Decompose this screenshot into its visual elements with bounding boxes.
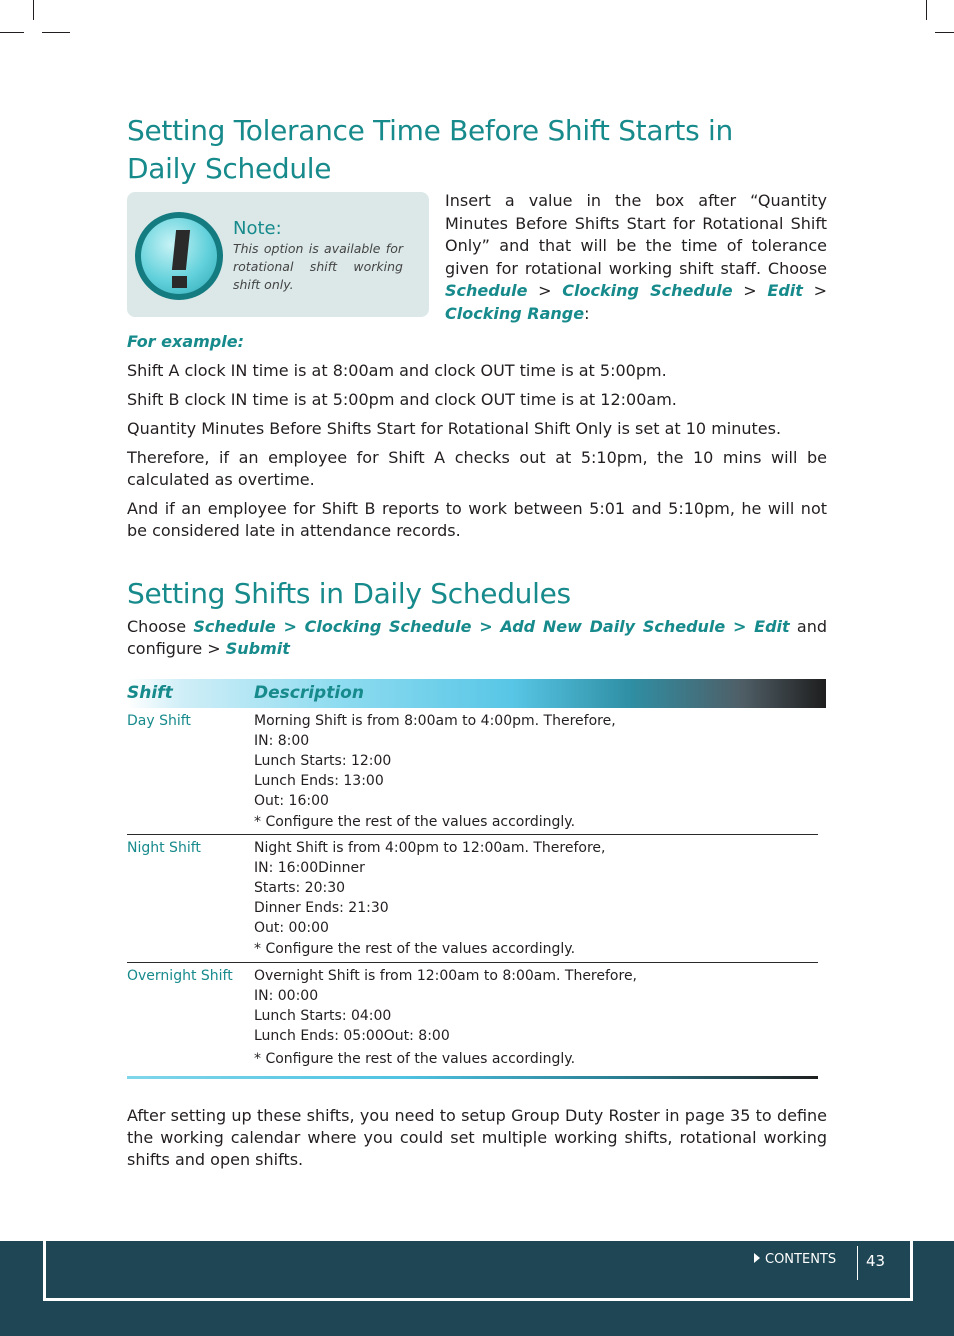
- example-heading: For example:: [127, 332, 244, 351]
- desc-line: Lunch Starts: 12:00: [254, 753, 392, 769]
- intro-paragraph: [445, 190, 827, 325]
- row-divider: [127, 834, 818, 835]
- path-separator: >: [527, 281, 563, 300]
- example-line: Shift A clock IN time is at 8:00am and clock OUT time is at 5:00pm.: [127, 361, 667, 380]
- desc-line: * Configure the rest of the values accordingly.: [254, 1051, 576, 1067]
- exclamation-icon: [135, 212, 223, 300]
- path-separator: >: [732, 281, 768, 300]
- note-text: This option is available for rotational shift working shift only.: [233, 241, 403, 292]
- menu-path-edit: Edit: [767, 281, 803, 300]
- crop-mark: [0, 32, 24, 33]
- contents-label: CONTENTS: [765, 1252, 837, 1267]
- choose-label: Choose: [127, 617, 194, 636]
- desc-line: IN: 8:00: [254, 733, 310, 749]
- title-line: Daily Schedule: [127, 152, 332, 185]
- desc-line: * Configure the rest of the values accordingly.: [254, 814, 576, 830]
- shift-name: Night Shift: [127, 840, 201, 856]
- crop-mark: [926, 0, 927, 20]
- note-title: Note:: [233, 218, 282, 239]
- desc-line: Out: 00:00: [254, 920, 329, 936]
- intro-end: :: [584, 303, 590, 323]
- row-divider: [127, 962, 818, 963]
- crop-mark: [935, 32, 954, 33]
- example-line: And if an employee for Shift B reports to work between 5:01 and 5:10pm, he will not be considered late in attendance records.: [127, 499, 827, 540]
- table-header: [127, 679, 826, 708]
- desc-line: Morning Shift is from 8:00am to 4:00pm. Therefore,: [254, 713, 616, 729]
- desc-line: Starts: 20:30: [254, 880, 346, 896]
- section-title-shifts: Setting Shifts in Daily Schedules: [127, 577, 571, 610]
- crop-mark: [33, 0, 34, 20]
- menu-path-clocking-range: Clocking Range: [445, 303, 585, 323]
- choose-instruction: [127, 616, 827, 660]
- closing-paragraph: After setting up these shifts, you need to setup Group Duty Roster in page 35 to define the working calendar where you could set multiple working shifts, rotational working shifts and open shifts.: [127, 1106, 827, 1169]
- header-description: Description: [254, 683, 364, 703]
- desc-line: IN: 00:00: [254, 988, 319, 1004]
- desc-line: Lunch Ends: 05:00Out: 8:00: [254, 1028, 450, 1044]
- shift-name: Overnight Shift: [127, 968, 233, 984]
- desc-line: * Configure the rest of the values accordingly.: [254, 941, 576, 957]
- configure-text: and configure >: [127, 617, 828, 658]
- menu-path: Schedule > Clocking Schedule > Add New Daily Schedule > Edit: [193, 617, 790, 636]
- section-title-tolerance: [127, 112, 733, 188]
- path-separator: >: [802, 281, 828, 300]
- desc-line: Lunch Ends: 13:00: [254, 773, 384, 789]
- contents-link[interactable]: [754, 1252, 836, 1267]
- example-line: Shift B clock IN time is at 5:00pm and clock OUT time is at 12:00am.: [127, 390, 677, 409]
- table-bottom-rule: [127, 1076, 818, 1079]
- caret-right-icon: [754, 1253, 760, 1263]
- title-line: Setting Tolerance Time Before Shift Starts in: [127, 114, 733, 147]
- page-number: 43: [866, 1252, 886, 1270]
- footer-frame: [43, 1241, 913, 1301]
- desc-line: IN: 16:00Dinner: [254, 860, 365, 876]
- crop-mark: [42, 32, 70, 33]
- shift-description: [254, 966, 637, 1069]
- example-line: Quantity Minutes Before Shifts Start for Rotational Shift Only is set at 10 minutes.: [127, 419, 782, 438]
- intro-text: Insert a value in the box after “Quantity Minutes Before Shifts Start for Rotational Shift Only” and that will be the time of tolerance given for rotational working shift staff. Choose: [445, 191, 827, 278]
- example-line: Therefore, if an employee for Shift A checks out at 5:10pm, the 10 mins will be calculated as overtime.: [127, 448, 827, 489]
- desc-line: Lunch Starts: 04:00: [254, 1008, 392, 1024]
- desc-line: Night Shift is from 4:00pm to 12:00am. Therefore,: [254, 840, 606, 856]
- menu-path-submit: Submit: [225, 639, 290, 658]
- header-shift: Shift: [127, 683, 173, 703]
- menu-path-clocking-schedule: Clocking Schedule: [562, 281, 733, 300]
- shift-description: [254, 838, 605, 959]
- desc-line: Out: 16:00: [254, 793, 329, 809]
- note-box: [127, 192, 429, 317]
- footer-separator: [857, 1246, 858, 1280]
- shift-name: Day Shift: [127, 713, 191, 729]
- desc-line: Overnight Shift is from 12:00am to 8:00am. Therefore,: [254, 968, 638, 984]
- desc-line: Dinner Ends: 21:30: [254, 900, 389, 916]
- shift-description: [254, 711, 616, 832]
- menu-path-schedule: Schedule: [445, 281, 528, 300]
